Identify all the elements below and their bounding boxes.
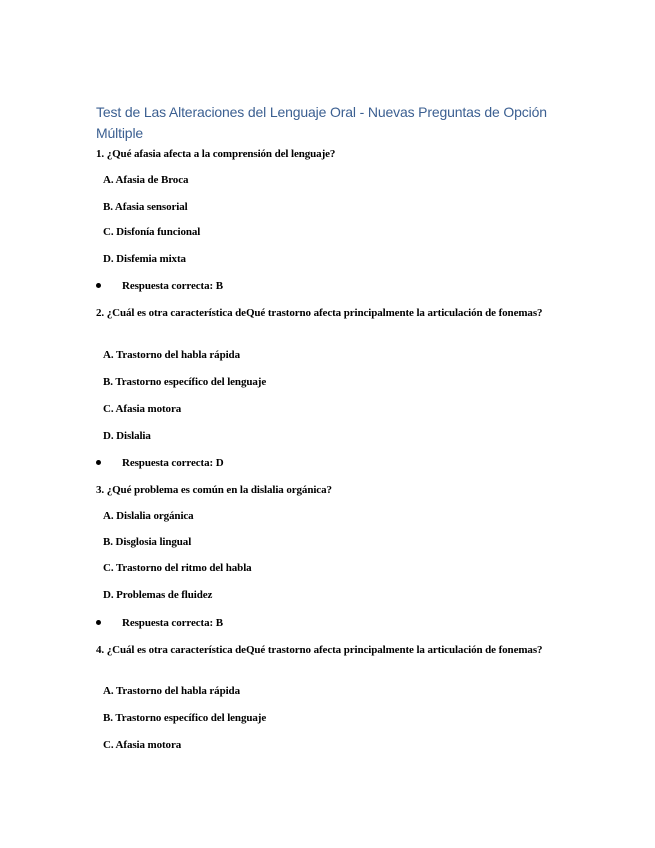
question-1-option-a: A. Afasia de Broca bbox=[103, 174, 189, 186]
question-2-option-c: C. Afasia motora bbox=[103, 403, 182, 415]
question-2-option-a: A. Trastorno del habla rápida bbox=[103, 349, 240, 361]
question-2-option-d: D. Dislalia bbox=[103, 430, 151, 442]
question-2-answer-text: Respuesta correcta: D bbox=[122, 457, 224, 469]
question-1-text: 1. ¿Qué afasia afecta a la comprensión del lenguaje? bbox=[96, 148, 336, 160]
question-1-option-b: B. Afasia sensorial bbox=[103, 201, 188, 213]
question-3-text: 3. ¿Qué problema es común en la dislalia orgánica? bbox=[96, 484, 332, 496]
question-3-option-a: A. Dislalia orgánica bbox=[103, 510, 194, 522]
question-3-option-b: B. Disglosia lingual bbox=[103, 536, 192, 548]
question-1-answer-text: Respuesta correcta: B bbox=[122, 280, 223, 292]
bullet-icon bbox=[96, 460, 101, 465]
bullet-icon bbox=[96, 283, 101, 288]
question-3-option-c: C. Trastorno del ritmo del habla bbox=[103, 562, 252, 574]
question-4-option-b: B. Trastorno específico del lenguaje bbox=[103, 712, 267, 724]
document-title: Test de Las Alteraciones del Lenguaje Oral - Nuevas Preguntas de Opción Múltiple bbox=[96, 104, 547, 141]
question-4-option-a: A. Trastorno del habla rápida bbox=[103, 685, 240, 697]
question-2-option-b: B. Trastorno específico del lenguaje bbox=[103, 376, 267, 388]
question-2-text: 2. ¿Cuál es otra característica deQué trastorno afecta principalmente la articulación de fonemas? bbox=[96, 307, 543, 319]
question-3-option-d: D. Problemas de fluidez bbox=[103, 589, 213, 601]
question-3-answer-text: Respuesta correcta: B bbox=[122, 617, 223, 629]
question-4-text: 4. ¿Cuál es otra característica deQué trastorno afecta principalmente la articulación de fonemas? bbox=[96, 644, 543, 656]
question-4-option-c: C. Afasia motora bbox=[103, 739, 182, 751]
question-1-option-c: C. Disfonía funcional bbox=[103, 226, 201, 238]
question-1-option-d: D. Disfemia mixta bbox=[103, 253, 186, 265]
bullet-icon bbox=[96, 620, 101, 625]
